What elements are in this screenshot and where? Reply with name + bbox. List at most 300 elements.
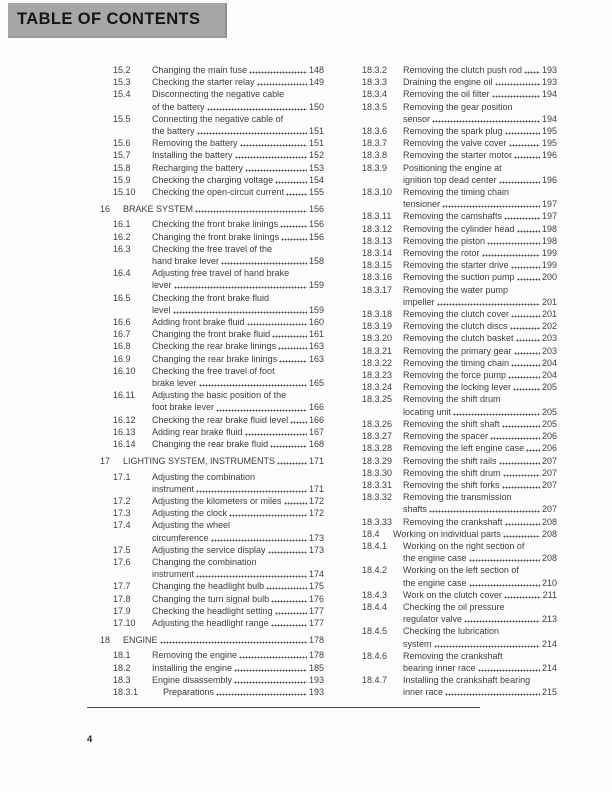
dotted-leader xyxy=(432,113,540,125)
toc-entry-page-number: 149 xyxy=(308,77,324,88)
dotted-leader xyxy=(453,406,540,418)
dotted-leader xyxy=(279,353,307,365)
toc-entry-last-line xyxy=(152,377,324,389)
toc-entry-body xyxy=(152,580,324,592)
toc-entry-title: Work on the clutch cover xyxy=(403,589,502,600)
dotted-leader xyxy=(499,455,540,467)
toc-entry-number: 18.3.9 xyxy=(362,162,388,173)
toc-entry-title: instrument xyxy=(152,483,195,494)
toc-entry xyxy=(100,674,324,686)
toc-entry xyxy=(349,332,557,344)
toc-entry-body xyxy=(403,137,557,149)
toc-entry-body xyxy=(152,414,324,426)
toc-entry-last-line xyxy=(152,507,324,519)
toc-entry-title: the engine case xyxy=(403,553,467,564)
toc-entry-body xyxy=(152,340,324,352)
toc-entry-title: instrument xyxy=(152,569,195,580)
toc-entry-title: Removing the starter motor xyxy=(403,150,513,161)
dotted-leader xyxy=(234,662,307,674)
toc-entry-last-line xyxy=(152,137,324,149)
dotted-leader xyxy=(174,279,307,291)
toc-entry-page-number: 173 xyxy=(308,532,324,543)
toc-entry-body xyxy=(403,601,557,625)
dotted-leader xyxy=(197,125,307,137)
toc-chapter-entry xyxy=(100,634,324,646)
toc-entry-number: 17.2 xyxy=(113,495,131,506)
toc-entry-body xyxy=(403,332,557,344)
dotted-leader xyxy=(514,345,540,357)
toc-entry xyxy=(100,580,324,592)
toc-entry xyxy=(349,247,557,259)
toc-entry-last-line xyxy=(152,149,324,161)
toc-entry-body xyxy=(152,316,324,328)
toc-entry-page-number: 172 xyxy=(308,508,324,519)
toc-entry-last-line xyxy=(403,455,557,467)
toc-entry-body xyxy=(152,605,324,617)
toc-entry-number: 15.6 xyxy=(113,138,131,149)
toc-entry-title: Installing the engine xyxy=(152,662,233,673)
toc-entry-number: 18 xyxy=(100,634,111,645)
toc-entry-title: Removing the clutch basket xyxy=(403,333,514,344)
toc-entry-body xyxy=(152,267,324,291)
toc-entry-body xyxy=(152,353,324,365)
dotted-leader xyxy=(216,401,307,413)
toc-entry-page-number: 156 xyxy=(308,219,324,230)
toc-entry-number: 17.8 xyxy=(113,593,131,604)
toc-entry-number: 18.3.25 xyxy=(362,394,393,405)
toc-entry-page-number: 198 xyxy=(541,223,557,234)
toc-entry-page-number: 205 xyxy=(541,418,557,429)
toc-entry-number: 18.4.3 xyxy=(362,589,388,600)
toc-entry-title: Adding front brake fluid xyxy=(152,317,245,328)
toc-entry-title: Draining the engine oil xyxy=(403,77,493,88)
toc-entry-number: 16.3 xyxy=(113,243,131,254)
toc-entry-last-line xyxy=(152,401,324,413)
toc-entry-last-line xyxy=(403,369,557,381)
dotted-leader xyxy=(509,137,540,149)
toc-entry-page-number: 154 xyxy=(308,174,324,185)
toc-entry-page-number: 193 xyxy=(308,686,324,697)
toc-entry-last-line xyxy=(152,186,324,198)
toc-entry-number: 15.7 xyxy=(113,150,131,161)
toc-entry-number: 18.3.24 xyxy=(362,382,393,393)
toc-entry xyxy=(349,418,557,430)
dotted-leader xyxy=(229,507,307,519)
dotted-leader xyxy=(508,369,540,381)
toc-entry-body xyxy=(152,593,324,605)
toc-entry xyxy=(349,381,557,393)
toc-entry-title: Adjusting the headlight range xyxy=(152,617,269,628)
toc-entry-last-line xyxy=(152,544,324,556)
toc-entry-title: Checking the starter relay xyxy=(152,77,255,88)
toc-entry-page-number: 175 xyxy=(308,581,324,592)
toc-entry-last-line xyxy=(152,231,324,243)
toc-entry-title: brake lever xyxy=(152,378,197,389)
toc-entry-body xyxy=(403,674,557,698)
toc-entry-title: Removing the force pump xyxy=(403,370,507,381)
toc-entry-last-line xyxy=(393,528,557,540)
toc-entry-title: Checking the rear brake linings xyxy=(152,341,277,352)
toc-entry-body xyxy=(403,393,557,417)
dotted-leader xyxy=(504,210,540,222)
toc-entry-number: 18.3.2 xyxy=(362,65,388,75)
dotted-leader xyxy=(495,76,540,88)
toc-entry xyxy=(349,650,557,674)
toc-entry-title: Engine disassembly xyxy=(152,674,233,685)
toc-entry-number: 18.3.4 xyxy=(362,89,388,100)
toc-entry xyxy=(349,308,557,320)
dotted-leader xyxy=(499,174,540,186)
toc-entry-number: 18.4.7 xyxy=(362,675,388,686)
toc-entry-page-number: 208 xyxy=(541,553,557,564)
toc-entry-last-line xyxy=(403,662,557,674)
dotted-leader xyxy=(504,589,541,601)
toc-entry-title-line: Disconnecting the negative cable xyxy=(152,89,285,100)
toc-entry-page-number: 172 xyxy=(308,495,324,506)
toc-entry-last-line xyxy=(403,345,557,357)
toc-entry-last-line xyxy=(403,442,557,454)
dotted-leader xyxy=(160,634,307,646)
toc-entry-title: Removing the shift rails xyxy=(403,455,497,466)
toc-entry-title: Removing the rotor xyxy=(403,248,480,259)
toc-entry-page-number: 204 xyxy=(541,370,557,381)
toc-entry-page-number: 160 xyxy=(308,317,324,328)
dotted-leader xyxy=(280,218,307,230)
toc-entry xyxy=(349,516,557,528)
toc-entry-page-number: 204 xyxy=(541,357,557,368)
toc-entry-page-number: 168 xyxy=(308,439,324,450)
toc-entry xyxy=(349,149,557,161)
toc-entry-page-number: 156 xyxy=(308,231,324,242)
toc-entry-last-line xyxy=(403,357,557,369)
dotted-leader xyxy=(268,544,307,556)
toc-entry-page-number: 178 xyxy=(308,634,324,645)
toc-entry xyxy=(349,540,557,564)
toc-entry-last-line xyxy=(152,279,324,291)
toc-entry-title: impeller xyxy=(403,296,435,307)
toc-entry-body xyxy=(152,649,324,661)
toc-entry-page-number: 205 xyxy=(541,406,557,417)
toc-entry-body xyxy=(152,426,324,438)
toc-entry-title: Removing the starter drive xyxy=(403,260,509,271)
toc-entry-title: Changing the turn signal bulb xyxy=(152,593,270,604)
toc-entry-title: Removing the suction pump xyxy=(403,272,515,283)
toc-entry xyxy=(349,284,557,308)
toc-entry-title-line: Removing the shift drum xyxy=(403,394,501,405)
toc-entry-body xyxy=(403,125,557,137)
toc-entry-title: Removing the locking lever xyxy=(403,382,512,393)
toc-entry xyxy=(100,316,324,328)
dotted-leader xyxy=(278,340,307,352)
toc-entry-page-number: 173 xyxy=(308,544,324,555)
toc-entry-body xyxy=(163,686,324,698)
toc-entry-last-line xyxy=(403,430,557,442)
toc-chapter-entry xyxy=(100,203,324,215)
toc-entry xyxy=(100,507,324,519)
toc-entry-number: 15.2 xyxy=(113,65,131,75)
toc-entry-title: system xyxy=(403,638,432,649)
toc-entry-title: Adjusting the clock xyxy=(152,508,228,519)
toc-entry-last-line xyxy=(123,455,324,467)
toc-entry-number: 15.10 xyxy=(113,187,136,198)
toc-entry-last-line xyxy=(152,328,324,340)
toc-entry-title: bearing inner race xyxy=(403,662,476,673)
toc-entry xyxy=(100,292,324,316)
toc-entry-title: Removing the spark plug xyxy=(403,126,503,137)
toc-entry-body xyxy=(152,76,324,88)
toc-entry-number: 18.3.20 xyxy=(362,333,393,344)
toc-entry-last-line xyxy=(403,125,557,137)
toc-entry-title: ignition top dead center xyxy=(403,174,497,185)
toc-entry-title: Working on individual parts xyxy=(393,528,501,539)
toc-entry-body xyxy=(403,650,557,674)
toc-entry-page-number: 194 xyxy=(541,89,557,100)
dotted-leader xyxy=(249,64,307,76)
toc-entry-last-line xyxy=(403,149,557,161)
toc-entry-number: 16.14 xyxy=(113,439,136,450)
toc-entry xyxy=(349,393,557,417)
toc-entry-page-number: 166 xyxy=(308,414,324,425)
toc-entry-title: Changing the main fuse xyxy=(152,65,248,75)
toc-entry-last-line xyxy=(403,467,557,479)
toc-entry-number: 18.3.7 xyxy=(362,138,388,149)
toc-entry-number: 18.3.18 xyxy=(362,309,393,320)
toc-entry xyxy=(100,471,324,495)
toc-entry-number: 18.3.31 xyxy=(362,479,393,490)
toc-entry xyxy=(349,186,557,210)
dotted-leader xyxy=(490,430,540,442)
dotted-leader xyxy=(275,174,307,186)
toc-entry-page-number: 159 xyxy=(308,304,324,315)
dotted-leader xyxy=(478,662,540,674)
toc-entry-page-number: 208 xyxy=(541,528,557,539)
toc-entry-page-number: 151 xyxy=(308,126,324,137)
toc-entry-title: foot brake lever xyxy=(152,402,215,413)
toc-entry-last-line xyxy=(403,137,557,149)
toc-entry-body xyxy=(152,365,324,389)
toc-entry-page-number: 195 xyxy=(541,138,557,149)
dotted-leader xyxy=(277,455,307,467)
toc-entry-last-line xyxy=(152,76,324,88)
toc-entry-page-number: 202 xyxy=(541,321,557,332)
toc-entry-body xyxy=(403,357,557,369)
toc-entry-body xyxy=(403,345,557,357)
toc-entry-body xyxy=(403,442,557,454)
toc-entry-page-number: 215 xyxy=(541,687,557,698)
toc-entry-title-line: Checking the free travel of the xyxy=(152,243,273,254)
toc-entry xyxy=(349,455,557,467)
toc-entry-body xyxy=(403,625,557,649)
toc-entry-number: 16 xyxy=(100,203,111,214)
dotted-leader xyxy=(464,613,540,625)
toc-entry-number: 18.3.26 xyxy=(362,418,393,429)
toc-entry-title: Removing the left engine case xyxy=(403,443,525,454)
toc-entry xyxy=(349,320,557,332)
toc-entry-number: 16.6 xyxy=(113,317,131,328)
toc-entry-title: the battery xyxy=(152,126,195,137)
dotted-leader xyxy=(502,418,540,430)
dotted-leader xyxy=(199,377,307,389)
toc-entry-body xyxy=(403,467,557,479)
toc-entry-last-line xyxy=(403,64,557,76)
toc-entry-body xyxy=(152,64,324,76)
toc-entry xyxy=(100,519,324,543)
toc-entry-body xyxy=(123,203,324,215)
toc-entry-page-number: 207 xyxy=(541,479,557,490)
toc-entry-number: 18.3.22 xyxy=(362,357,393,368)
toc-entry-title: BRAKE SYSTEM xyxy=(123,203,194,214)
footer-page-number: 4 xyxy=(87,734,93,745)
toc-entry-body xyxy=(403,235,557,247)
toc-entry-last-line xyxy=(403,198,557,210)
toc-entry-body xyxy=(152,556,324,580)
toc-entry-page-number: 148 xyxy=(308,65,324,75)
toc-entry-title: Changing the front brake fluid xyxy=(152,329,271,340)
toc-entry-last-line xyxy=(403,332,557,344)
toc-entry-body xyxy=(403,247,557,259)
toc-entry-number: 18.3.17 xyxy=(362,284,393,295)
toc-entry-last-line xyxy=(152,316,324,328)
toc-entry-title-line: Checking the oil pressure xyxy=(403,601,505,612)
toc-entry-body xyxy=(403,491,557,515)
toc-entry xyxy=(100,544,324,556)
dotted-leader xyxy=(492,88,540,100)
toc-entry-page-number: 171 xyxy=(308,455,324,466)
toc-entry-body xyxy=(152,674,324,686)
toc-entry xyxy=(100,76,324,88)
toc-entry-last-line xyxy=(152,495,324,507)
toc-entry-number: 16.12 xyxy=(113,414,136,425)
toc-entry-body xyxy=(152,292,324,316)
toc-entry xyxy=(349,101,557,125)
toc-entry-page-number: 163 xyxy=(308,341,324,352)
toc-entry-number: 16.8 xyxy=(113,341,131,352)
toc-entry-number: 18.3.15 xyxy=(362,260,393,271)
toc-entry xyxy=(100,556,324,580)
toc-entry-body xyxy=(403,210,557,222)
toc-entry xyxy=(100,149,324,161)
toc-entry xyxy=(100,649,324,661)
toc-entry-number: 18.3.11 xyxy=(362,211,392,222)
toc-entry-title: Removing the clutch push rod xyxy=(403,65,523,75)
toc-entry xyxy=(100,186,324,198)
toc-entry-title-line: Checking the front brake fluid xyxy=(152,292,270,303)
toc-entry-body xyxy=(403,101,557,125)
dotted-leader xyxy=(275,605,307,617)
toc-entry xyxy=(349,467,557,479)
toc-entry-body xyxy=(403,418,557,430)
toc-entry xyxy=(349,442,557,454)
toc-entry xyxy=(100,438,324,450)
toc-entry-number: 18.3.12 xyxy=(362,223,393,234)
toc-entry-last-line xyxy=(403,247,557,259)
toc-entry-title: Removing the clutch cover xyxy=(403,309,510,320)
toc-entry-last-line xyxy=(403,479,557,491)
toc-entry xyxy=(349,430,557,442)
dotted-leader xyxy=(257,76,307,88)
toc-entry xyxy=(349,674,557,698)
toc-entry-number: 18.1 xyxy=(113,650,131,661)
toc-entry-body xyxy=(403,76,557,88)
toc-entry-page-number: 167 xyxy=(308,426,324,437)
dotted-leader xyxy=(469,577,540,589)
toc-entry-number: 15.4 xyxy=(113,89,131,100)
toc-entry-title: Checking the rear brake fluid level xyxy=(152,414,289,425)
toc-entry-page-number: 214 xyxy=(541,662,557,673)
dotted-leader xyxy=(271,593,307,605)
toc-entry-title: hand brake lever xyxy=(152,256,220,267)
dotted-leader xyxy=(517,223,540,235)
toc-entry xyxy=(100,267,324,291)
toc-entry xyxy=(100,174,324,186)
toc-entry-title: level xyxy=(152,304,171,315)
toc-entry-last-line xyxy=(403,174,557,186)
dotted-leader xyxy=(511,357,540,369)
toc-entry-number: 18.3.33 xyxy=(362,516,393,527)
toc-entry-last-line xyxy=(403,271,557,283)
dotted-leader xyxy=(502,479,540,491)
dotted-leader xyxy=(482,247,540,259)
toc-entry xyxy=(349,259,557,271)
dotted-leader xyxy=(286,186,307,198)
toc-entry-page-number: 155 xyxy=(308,187,324,198)
toc-entry-title-line: Installing the crankshaft bearing xyxy=(403,675,531,686)
toc-entry-body xyxy=(403,162,557,186)
toc-entry-number: 18.3.8 xyxy=(362,150,388,161)
toc-entry-title: Removing the engine xyxy=(152,650,238,661)
toc-entry-title: Removing the valve cover xyxy=(403,138,507,149)
toc-entry xyxy=(100,617,324,629)
page-title: TABLE OF CONTENTS xyxy=(17,10,201,28)
toc-entry xyxy=(100,662,324,674)
toc-entry-body xyxy=(152,519,324,543)
dotted-leader xyxy=(429,503,540,515)
toc-entry-number: 15.3 xyxy=(113,77,131,88)
toc-entry-title: Removing the primary gear xyxy=(403,345,512,356)
toc-entry-number: 17.6 xyxy=(113,556,131,567)
toc-entry-last-line xyxy=(152,568,324,580)
toc-entry-title: Removing the shift drum xyxy=(403,467,501,478)
toc-entry-body xyxy=(403,320,557,332)
toc-entry xyxy=(349,223,557,235)
footer-divider xyxy=(87,707,480,708)
toc-entry-number: 18.3.23 xyxy=(362,370,393,381)
toc-entry-page-number: 196 xyxy=(541,150,557,161)
toc-entry-page-number: 194 xyxy=(541,113,557,124)
toc-entry-title: Removing the oil filter xyxy=(403,89,490,100)
toc-entry-number: 18.4.1 xyxy=(362,540,388,551)
toc-entry-last-line xyxy=(403,577,557,589)
toc-entry xyxy=(100,162,324,174)
toc-entry xyxy=(349,625,557,649)
toc-entry xyxy=(349,125,557,137)
toc-entry-page-number: 207 xyxy=(541,504,557,515)
toc-entry-page-number: 207 xyxy=(541,467,557,478)
toc-entry-body xyxy=(403,149,557,161)
toc-entry-page-number: 178 xyxy=(308,650,324,661)
toc-entry-page-number: 203 xyxy=(541,345,557,356)
toc-entry-page-number: 195 xyxy=(541,126,557,137)
toc-entry xyxy=(349,357,557,369)
toc-entry-last-line xyxy=(152,125,324,137)
toc-entry-title: Changing the front brake linings xyxy=(152,231,280,242)
toc-entry-title: Removing the camshafts xyxy=(403,211,503,222)
toc-entry xyxy=(100,88,324,112)
toc-entry-last-line xyxy=(403,296,557,308)
dotted-leader xyxy=(510,320,540,332)
toc-entry xyxy=(100,414,324,426)
toc-entry-last-line xyxy=(403,516,557,528)
